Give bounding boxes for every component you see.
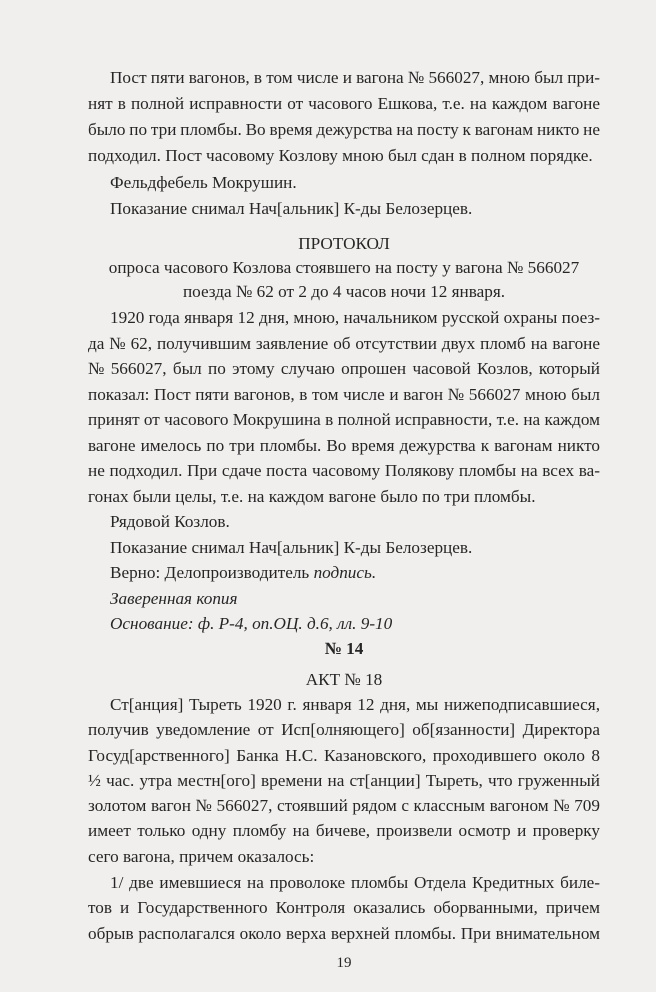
text-line: Ст[анция] Тыреть 1920 г. января 12 дня, мы нижеподписавшиеся, (110, 695, 600, 714)
verified-label: Верно: Делопроизводитель (110, 563, 314, 582)
text-line: имеет только одну пломбу на бичеве, произвели осмотр и проверку (88, 821, 600, 840)
text-line: золотом вагон № 566027, стоявший рядом с классным вагоном № 709 (88, 796, 600, 815)
testimony-taken-by: Показание снимал Нач[альник] К-ды Белозерцев. (110, 538, 473, 557)
text-line: вагоне имелось по три пломбы. Во время дежурства к вагонам никто (88, 436, 600, 455)
text-line: получив уведомление от Исп[олняющего] об[язанности] Директора (88, 720, 600, 739)
testimony-taken-by: Показание снимал Нач[альник] К-ды Белозерцев. (110, 199, 473, 218)
text-line: показал: Пост пяти вагонов, в том числе и вагон № 566027 мною был (88, 385, 600, 404)
text-line: было по три пломбы. Во время дежурства на посту к вагонам никто не (88, 120, 600, 139)
act-title: АКТ № 18 (305, 670, 383, 689)
text-line: ½ час. утра местн[ого] времени на ст[анции] Тыреть, что груженный (88, 771, 600, 790)
verified-line (110, 562, 600, 584)
archive-source: Основание: ф. Р-4, оп.ОЦ. д.6, лл. 9-10 (110, 614, 393, 633)
protocol-subtitle: опроса часового Козлова стоявшего на посту у вагона № 566027 (108, 258, 580, 277)
text-line: обрыв располагался около верха верхней пломбы. При внимательном (88, 924, 600, 943)
protocol-title: ПРОТОКОЛ (298, 234, 390, 253)
text-line: тов и Государственного Контроля оказались оборванными, причем (88, 898, 600, 917)
text-line: принят от часового Мокрушина в полной исправности, т.е. на каждом (88, 410, 600, 429)
text-line: сего вагона, причем оказалось: (88, 847, 315, 866)
text-line: 1/ две имевшиеся на проволоке пломбы Отдела Кредитных биле- (110, 873, 600, 892)
signature-mokrushin: Фельдфебель Мокрушин. (110, 173, 297, 192)
certified-copy: Заверенная копия (110, 589, 238, 608)
protocol-subtitle: поезда № 62 от 2 до 4 часов ночи 12 января. (182, 282, 506, 301)
page-number: 19 (336, 955, 352, 971)
signature-note: подпись. (313, 563, 377, 582)
text-line: нят в полной исправности от часового Ешкова, т.е. на каждом вагоне (88, 94, 600, 113)
signature-kozlov: Рядовой Козлов. (110, 512, 230, 531)
text-line: гонах были целы, т.е. на каждом вагоне было по три пломбы. (88, 487, 536, 506)
text-line: да № 62, получившим заявление об отсутствии двух пломб на вагоне (88, 334, 600, 353)
text-line: № 566027, был по этому случаю опрошен часовой Козлов, который (88, 359, 600, 378)
text-line: 1920 года января 12 дня, мною, начальником русской охраны поез- (110, 308, 600, 327)
text-line: Пост пяти вагонов, в том числе и вагона № 566027, мною был при- (110, 68, 600, 87)
text-line: Госуд[арственного] Банка Н.С. Казановского, проходившего около 8 (88, 746, 600, 765)
text-line: подходил. Пост часовому Козлову мною был сдан в полном порядке. (88, 146, 593, 165)
text-line: не подходил. При сдаче поста часовому Полякову пломбы на всех ва- (88, 461, 600, 480)
document-number: № 14 (324, 639, 364, 658)
